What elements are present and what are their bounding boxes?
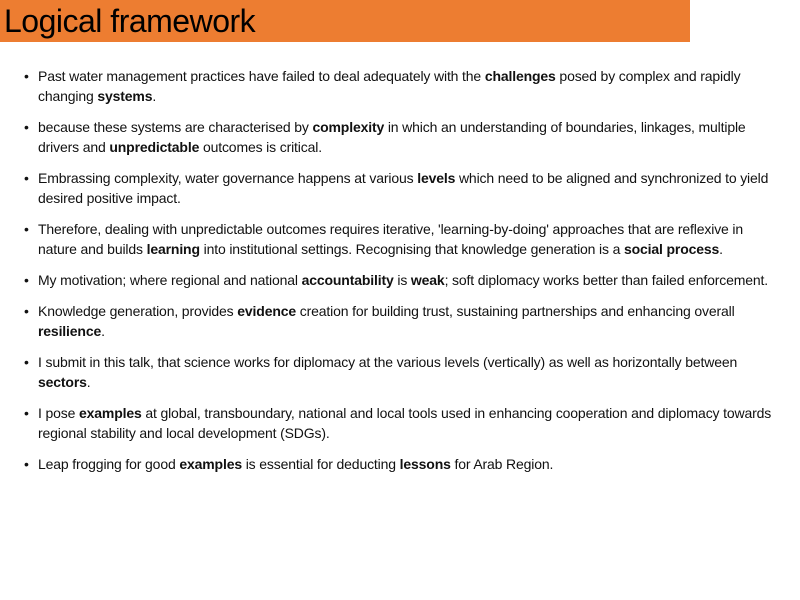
bullet-text: I pose xyxy=(38,405,79,421)
bullet-text: which need to be aligned and synchronized to yield desired positive impact. xyxy=(38,170,769,206)
bullet-keyword: unpredictable xyxy=(109,139,200,155)
bullet-dot-icon: • xyxy=(24,354,29,370)
bullet-dot-icon: • xyxy=(24,119,29,135)
bullet-item xyxy=(24,403,776,443)
bullet-text: is essential for deducting xyxy=(241,456,400,472)
bullet-text: Therefore, dealing with unpredictable outcomes requires iterative, 'learning-by-doing' approaches that are reflexive in nature and builds xyxy=(38,221,744,257)
bullet-text: I submit in this talk, that science works for diplomacy at the various levels (vertically) as well as horizontally between xyxy=(38,354,738,370)
bullet-item xyxy=(24,219,776,259)
bullet-text: Embrassing complexity, water governance happens at various xyxy=(38,170,418,186)
bullet-text: at global, transboundary, national and local tools used in enhancing cooperation and diplomacy towards regional stability and local development (SDGs). xyxy=(38,405,772,441)
bullet-text: . xyxy=(86,374,91,390)
bullet-list xyxy=(24,66,776,485)
bullet-text: Leap frogging for good xyxy=(38,456,180,472)
bullet-text: . xyxy=(152,88,157,104)
bullet-item xyxy=(24,270,776,290)
bullet-text: in which an understanding of boundaries, linkages, multiple drivers and xyxy=(38,119,746,155)
bullet-item xyxy=(24,66,776,106)
bullet-text: Past water management practices have failed to deal adequately with the xyxy=(38,68,485,84)
bullet-text: . xyxy=(101,323,105,339)
bullet-keyword: evidence xyxy=(237,303,297,319)
bullet-text: for Arab Region. xyxy=(450,456,554,472)
bullet-text: . xyxy=(719,241,723,257)
slide-title: Logical framework xyxy=(4,3,256,39)
bullet-keyword: systems xyxy=(97,88,153,104)
bullet-dot-icon: • xyxy=(24,405,29,421)
bullet-item xyxy=(24,168,776,208)
bullet-text: into institutional settings. Recognising that knowledge generation is a xyxy=(199,241,624,257)
bullet-keyword: resilience xyxy=(38,323,102,339)
bullet-text: outcomes is critical. xyxy=(199,139,322,155)
bullet-keyword: examples xyxy=(78,405,142,421)
bullet-keyword: challenges xyxy=(484,68,556,84)
bullet-keyword: lessons xyxy=(399,456,451,472)
bullet-keyword: social process xyxy=(623,241,720,257)
bullet-dot-icon: • xyxy=(24,303,29,319)
bullet-item xyxy=(24,454,776,474)
bullet-dot-icon: • xyxy=(24,456,29,472)
bullet-keyword: examples xyxy=(179,456,242,472)
bullet-dot-icon: • xyxy=(24,221,29,237)
bullet-text: because these systems are characterised by xyxy=(38,119,313,135)
bullet-keyword: sectors xyxy=(38,374,87,390)
bullet-keyword: levels xyxy=(417,170,456,186)
bullet-dot-icon: • xyxy=(24,68,29,84)
bullet-dot-icon: • xyxy=(24,170,29,186)
bullet-item xyxy=(24,301,776,341)
bullet-text: creation for building trust, sustaining partnerships and enhancing overall xyxy=(296,303,735,319)
bullet-text: ; soft diplomacy works better than failed enforcement. xyxy=(444,272,768,288)
bullet-item xyxy=(24,117,776,157)
bullet-keyword: learning xyxy=(146,241,200,257)
bullet-text: My motivation; where regional and national xyxy=(38,272,302,288)
bullet-keyword: complexity xyxy=(312,119,385,135)
bullet-text: is xyxy=(393,272,411,288)
bullet-text: posed by complex and rapidly changing xyxy=(38,68,741,104)
title-bar xyxy=(0,0,690,42)
bullet-keyword: weak xyxy=(410,272,445,288)
bullet-keyword: accountability xyxy=(301,272,394,288)
bullet-text: Knowledge generation, provides xyxy=(38,303,238,319)
bullet-dot-icon: • xyxy=(24,272,29,288)
bullet-item xyxy=(24,352,776,392)
